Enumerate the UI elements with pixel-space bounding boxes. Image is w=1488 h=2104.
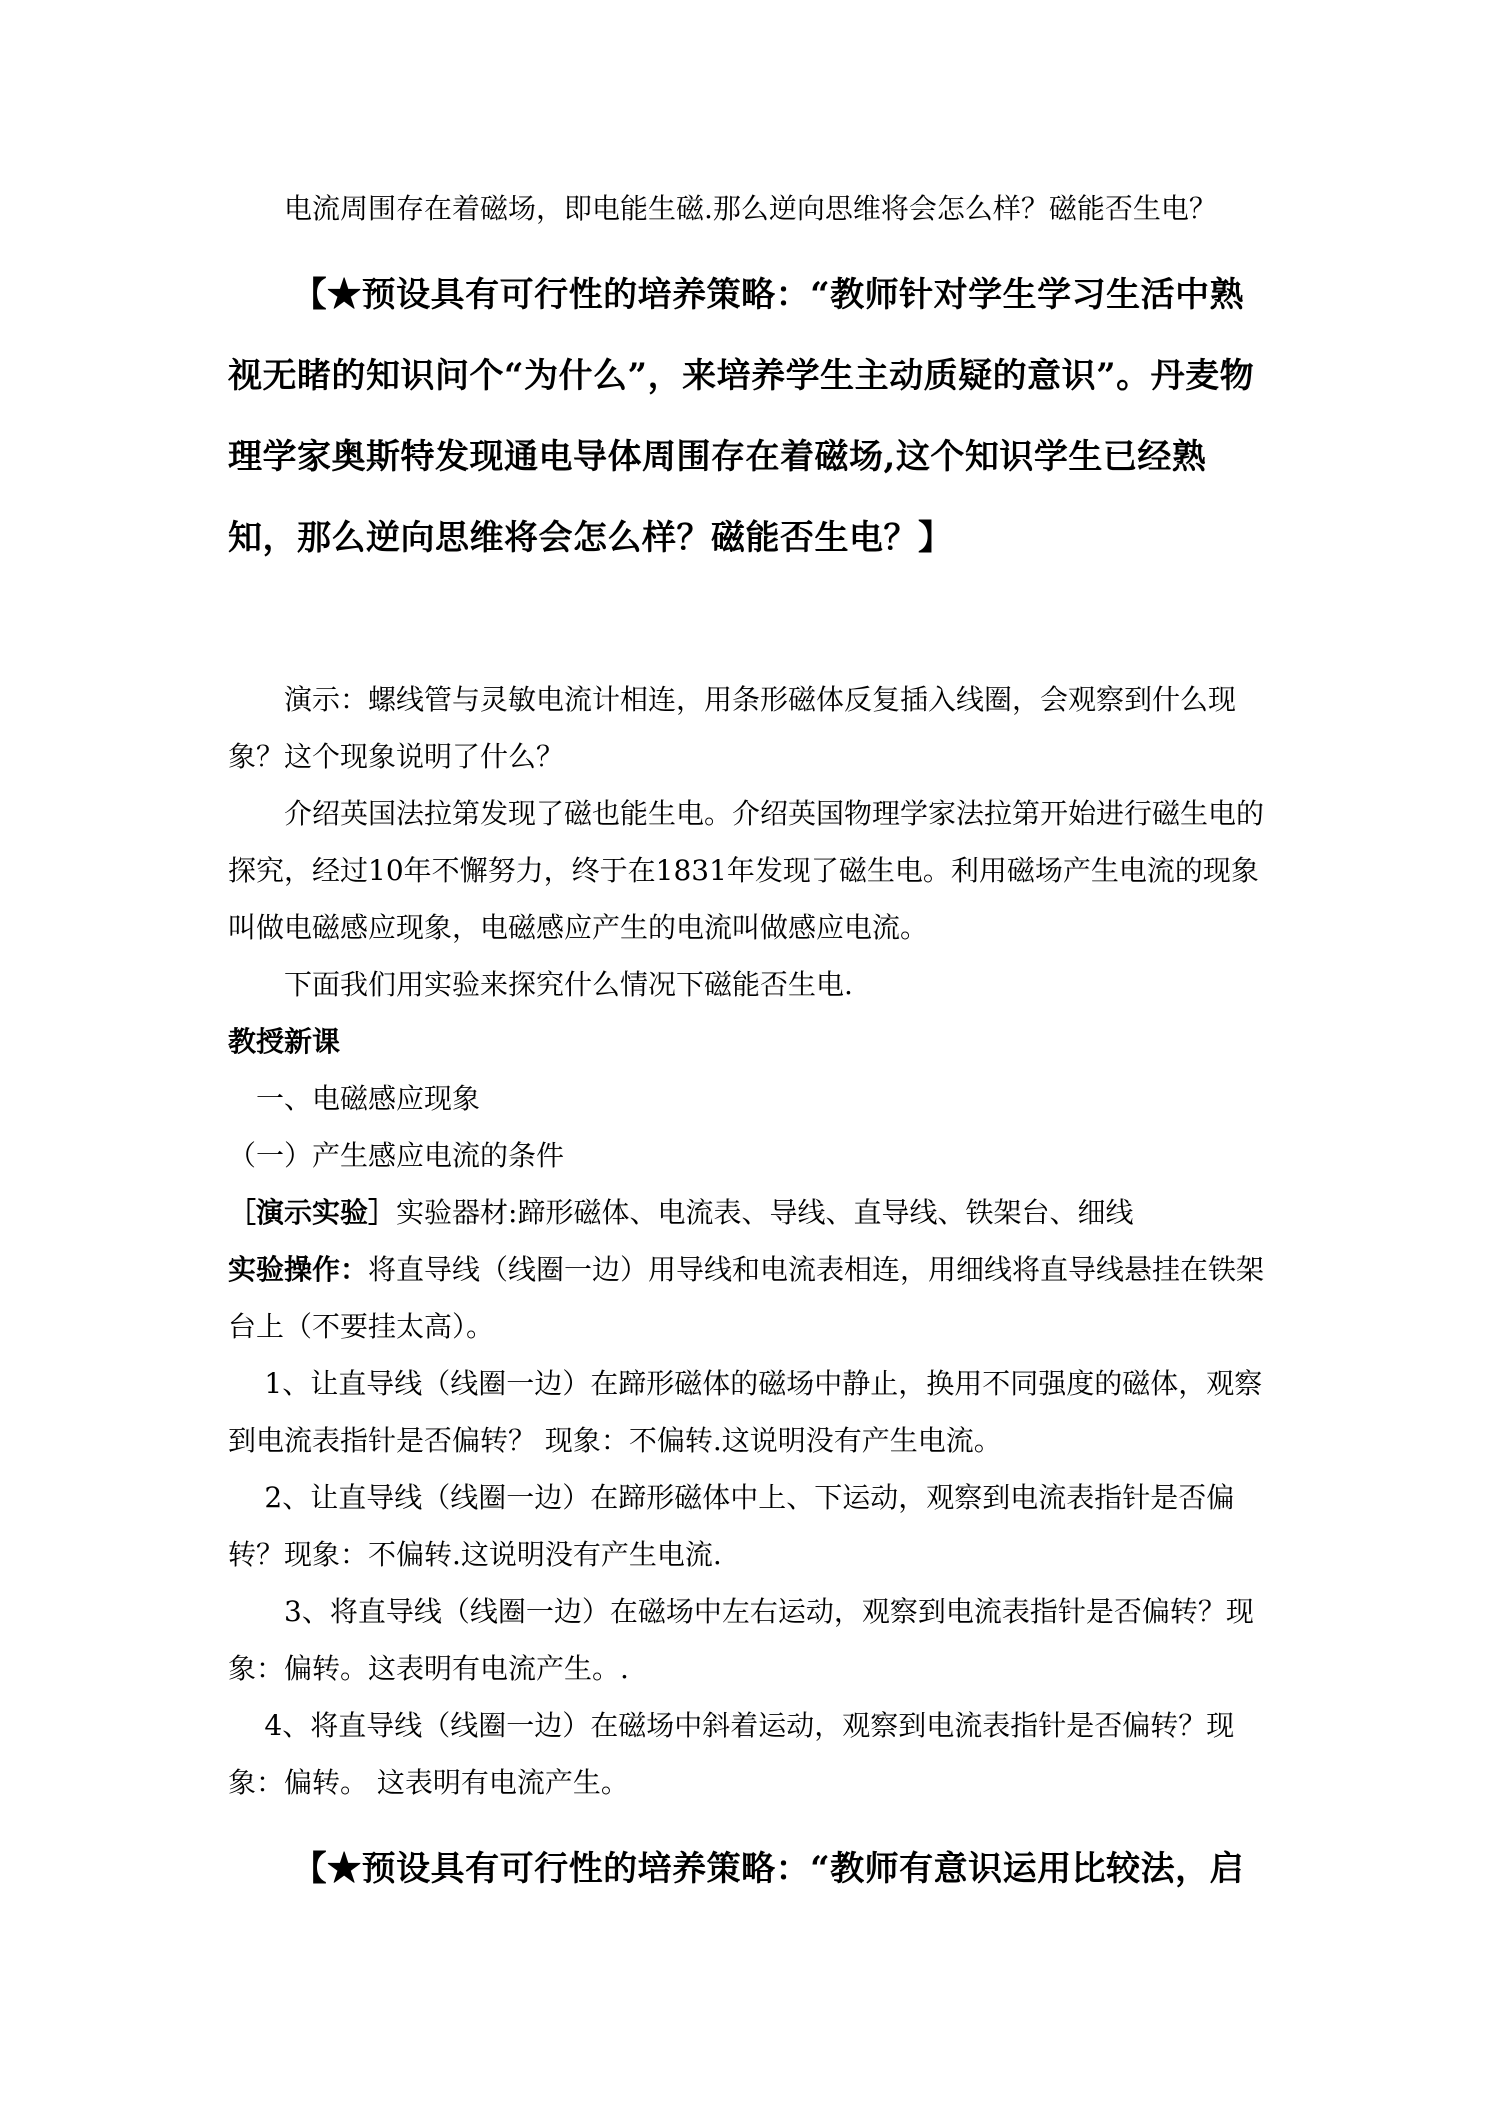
step-2: 2、让直导线（线圈一边）在蹄形磁体中上、下运动，观察到电流表指针是否偏转？现象：不偏转.这说明没有产生电流. xyxy=(228,1481,1235,1571)
equipment-label: ［演示实验］ xyxy=(228,1196,397,1229)
next-paragraph: 下面我们用实验来探究什么情况下磁能否生电. xyxy=(284,968,853,1001)
operation-text: 将直导线（线圈一边）用导线和电流表相连，用细线将直导线悬挂在铁架台上（不要挂太高）。 xyxy=(228,1253,1265,1343)
document-page xyxy=(228,180,1274,1910)
faraday-paragraph: 介绍英国法拉第发现了磁也能生电。介绍英国物理学家法拉第开始进行磁生电的探究，经过10年不懈努力，终于在1831年发现了磁生电。利用磁场产生电流的现象叫做电磁感应现象，电磁感应产生的电流叫做感应电流。 xyxy=(228,797,1265,944)
section-heading: 一、电磁感应现象 xyxy=(256,1082,481,1115)
intro-paragraph: 电流周围存在着磁场，即电能生磁.那么逆向思维将会怎么样？磁能否生电？ xyxy=(284,192,1217,225)
subsection-heading: （一）产生感应电流的条件 xyxy=(228,1139,565,1172)
step-1: 1、让直导线（线圈一边）在蹄形磁体的磁场中静止，换用不同强度的磁体，观察到电流表指针是否偏转？ 现象：不偏转.这说明没有产生电流。 xyxy=(228,1367,1263,1457)
operation-label: 实验操作： xyxy=(228,1253,369,1286)
strategy-paragraph-1: 【★预设具有可行性的培养策略：“教师针对学生学习生活中熟视无睹的知识问个“为什么”，来培养学生主动质疑的意识”。丹麦物理学家奥斯特发现通电导体周围存在着磁场,这个知识学生已经熟知，那么逆向思维将会怎么样？磁能否生电？】 xyxy=(228,275,1255,558)
step-4: 4、将直导线（线圈一边）在磁场中斜着运动，观察到电流表指针是否偏转？现象：偏转。 这表明有电流产生。 xyxy=(228,1709,1235,1799)
strategy-paragraph-2: 【★预设具有可行性的培养策略：“教师有意识运用比较法，启 xyxy=(292,1849,1245,1889)
operation-paragraph xyxy=(228,1241,1274,1355)
demo-paragraph: 演示：螺线管与灵敏电流计相连，用条形磁体反复插入线圈，会观察到什么现象？这个现象说明了什么？ xyxy=(228,683,1237,773)
equipment-paragraph xyxy=(228,1184,1274,1241)
equipment-text: 实验器材:蹄形磁体、电流表、导线、直导线、铁架台、细线 xyxy=(396,1196,1134,1229)
step-3: 3、将直导线（线圈一边）在磁场中左右运动，观察到电流表指针是否偏转？现象：偏转。这表明有电流产生。. xyxy=(228,1595,1254,1685)
heading-new-lesson: 教授新课 xyxy=(228,1025,341,1058)
